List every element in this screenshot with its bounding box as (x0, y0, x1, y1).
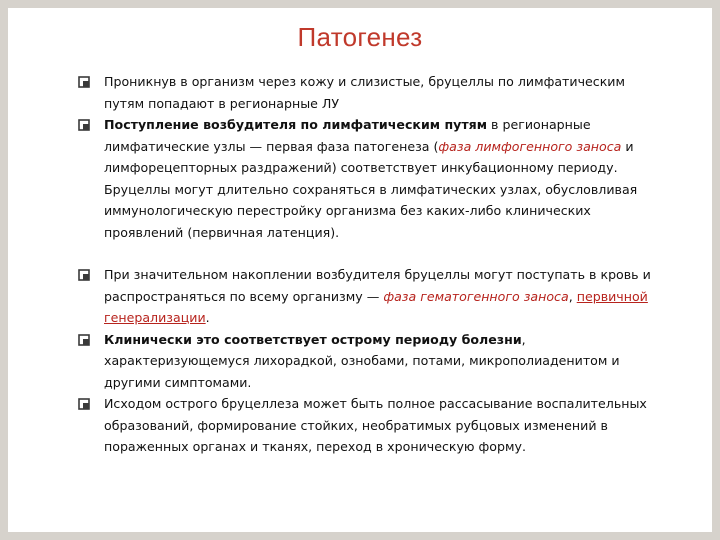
bullet-item-3 (78, 264, 663, 329)
emphasis-term: фаза гематогенного заноса (383, 288, 569, 304)
checkbox-bullet-icon (78, 76, 90, 88)
bullet-bold-text: Поступление возбудителя по лимфатическим путям (104, 117, 488, 132)
bullet-item-5 (78, 393, 663, 458)
underlined-term: первичной генерализации (104, 288, 648, 325)
checkbox-bullet-icon (78, 398, 90, 410)
bullet-text: . (205, 310, 210, 325)
bullet-text: Исходом острого бруцеллеза может быть полное рассасывание воспалительных образований, формирование стойких, необратимых рубцовых изменений в пораженных органах и тканях, переход в хроническую форму. (104, 396, 647, 454)
bullet-bold-text: Клинически это соответствует острому периоду болезни (104, 331, 522, 347)
slide-title: Патогенез (297, 22, 423, 52)
bullet-item-1 (78, 71, 663, 114)
bullet-text: При значительном накоплении возбудителя бруцеллы могут поступать в кровь и распространяться по всему организму — (104, 267, 651, 304)
emphasis-term: фаза лимфогенного заноса (438, 138, 622, 154)
bullet-list (78, 71, 663, 458)
bullet-text: , характеризующемуся лихорадкой, ознобами, потами, микрополиаденитом и другими симптомами. (104, 331, 620, 390)
bullet-text: и лимфорецепторных раздражений) соответствует инкубационному периоду. Бруцеллы могут длительно сохраняться в лимфатических узлах, обусловливая иммунологическую перестройку организма без каких-либо клинических проявлений (первичная латенция). (104, 138, 638, 240)
slide-canvas (16, 16, 704, 524)
bullet-item-2 (78, 114, 663, 243)
checkbox-bullet-icon (78, 334, 90, 346)
checkbox-bullet-icon (78, 119, 90, 131)
bullet-text: Проникнув в организм через кожу и слизистые, бруцеллы по лимфатическим путям попадают в регионарные ЛУ (104, 74, 625, 111)
bullet-text: , (568, 288, 577, 304)
bullet-text: в регионарные лимфатические узлы — первая фаза патогенеза ( (104, 117, 591, 154)
bullet-item-4 (78, 329, 663, 394)
checkbox-bullet-icon (78, 269, 90, 281)
